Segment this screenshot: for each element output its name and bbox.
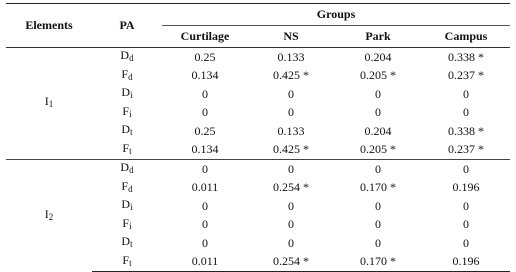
element-base: I <box>44 206 49 221</box>
value-cell: 0 <box>463 86 470 101</box>
value-cell: 0 <box>202 86 208 101</box>
value-cell: 0.425 * <box>273 142 309 156</box>
value-cell: 0.196 <box>452 180 480 194</box>
value-cell: 0 <box>202 217 208 231</box>
pa-cell <box>92 122 162 141</box>
header-campus: Campus <box>422 26 510 48</box>
pa-cell <box>92 48 162 67</box>
pa-cell <box>92 67 162 86</box>
value-cell: 0 <box>375 105 381 119</box>
pa-subscript: i <box>129 220 132 231</box>
value-cell: 0 <box>463 105 470 119</box>
pa-base: D <box>121 122 131 136</box>
pa-subscript: d <box>129 53 134 63</box>
value-cell: 0.338 * <box>422 48 510 67</box>
header-ns: NS <box>248 26 334 48</box>
element-subscript: 2 <box>48 211 54 222</box>
header-curtilage: Curtilage <box>162 26 248 48</box>
pa-subscript: i <box>130 202 133 212</box>
pa-base: D <box>121 234 131 248</box>
pa-cell <box>92 85 162 104</box>
value-cell: 0 <box>288 105 294 119</box>
header-pa: PA <box>92 4 162 48</box>
table-body <box>6 48 510 272</box>
pa-base: F <box>122 140 130 155</box>
table-row <box>6 160 510 179</box>
table-header <box>6 4 510 48</box>
value-cell: 0 <box>202 105 208 119</box>
header-park: Park <box>334 26 422 48</box>
value-cell: 0 <box>463 198 470 213</box>
results-table <box>6 3 510 272</box>
value-cell: 0 <box>463 235 470 250</box>
value-cell: 0 <box>162 160 248 179</box>
value-cell: 0 <box>375 235 381 250</box>
pa-cell <box>92 234 162 253</box>
value-cell: 0.133 <box>248 48 334 67</box>
value-cell: 0.205 * <box>360 142 396 156</box>
pa-base: F <box>122 252 130 267</box>
value-cell: 0 <box>202 198 208 213</box>
value-cell: 0 <box>288 217 294 231</box>
pa-subscript: t <box>130 239 133 249</box>
pa-base: D <box>120 48 130 62</box>
element-label <box>6 48 92 160</box>
pa-cell <box>92 104 162 123</box>
pa-base: F <box>121 178 129 193</box>
pa-base: D <box>120 160 130 174</box>
pa-cell <box>92 141 162 160</box>
value-cell: 0.196 <box>422 253 510 272</box>
pa-base: F <box>121 66 129 81</box>
pa-cell <box>92 197 162 216</box>
value-cell: 0.25 <box>162 48 248 67</box>
pa-base: D <box>121 197 131 211</box>
value-cell: 0.011 <box>191 180 219 194</box>
pa-subscript: t <box>130 127 133 137</box>
value-cell: 0 <box>375 198 381 213</box>
element-subscript: 1 <box>48 99 54 110</box>
value-cell: 0.134 <box>191 142 219 156</box>
value-cell: 0.237 * <box>448 142 485 156</box>
element-label <box>6 160 92 272</box>
value-cell: 0.237 * <box>448 68 485 82</box>
value-cell: 0.25 <box>194 123 216 138</box>
pa-subscript: d <box>128 71 133 82</box>
pa-cell <box>92 216 162 235</box>
value-cell: 0.254 * <box>248 253 334 272</box>
value-cell: 0 <box>422 160 510 179</box>
table-row <box>6 48 510 67</box>
value-cell: 0 <box>375 217 381 231</box>
pa-subscript: i <box>130 90 133 100</box>
header-elements: Elements <box>6 4 92 48</box>
pa-subscript: t <box>129 145 132 156</box>
element-base: I <box>44 94 49 109</box>
value-cell: 0 <box>288 198 294 213</box>
value-cell: 0.204 <box>334 48 422 67</box>
value-cell: 0 <box>334 160 422 179</box>
value-cell: 0.205 * <box>360 68 396 82</box>
value-cell: 0.011 <box>162 253 248 272</box>
pa-subscript: i <box>129 108 132 119</box>
value-cell: 0.254 * <box>273 180 309 194</box>
pa-cell <box>92 253 162 272</box>
value-cell: 0.170 * <box>360 180 396 194</box>
value-cell: 0 <box>375 86 381 101</box>
value-cell: 0 <box>288 86 294 101</box>
value-cell: 0 <box>288 235 294 250</box>
value-cell: 0.134 <box>191 68 219 82</box>
pa-subscript: t <box>129 257 132 268</box>
pa-cell <box>92 160 162 179</box>
value-cell: 0.338 * <box>448 123 485 138</box>
pa-base: F <box>122 215 130 230</box>
value-cell: 0.425 * <box>273 68 309 82</box>
value-cell: 0 <box>248 160 334 179</box>
pa-base: F <box>122 103 130 118</box>
value-cell: 0 <box>202 235 208 250</box>
pa-base: D <box>121 85 131 99</box>
pa-subscript: d <box>129 165 134 175</box>
pa-subscript: d <box>128 183 133 194</box>
header-groups: Groups <box>162 4 510 26</box>
value-cell: 0.204 <box>364 123 392 138</box>
pa-cell <box>92 179 162 198</box>
value-cell: 0 <box>463 217 470 231</box>
value-cell: 0.133 <box>277 123 305 138</box>
value-cell: 0.170 * <box>334 253 422 272</box>
